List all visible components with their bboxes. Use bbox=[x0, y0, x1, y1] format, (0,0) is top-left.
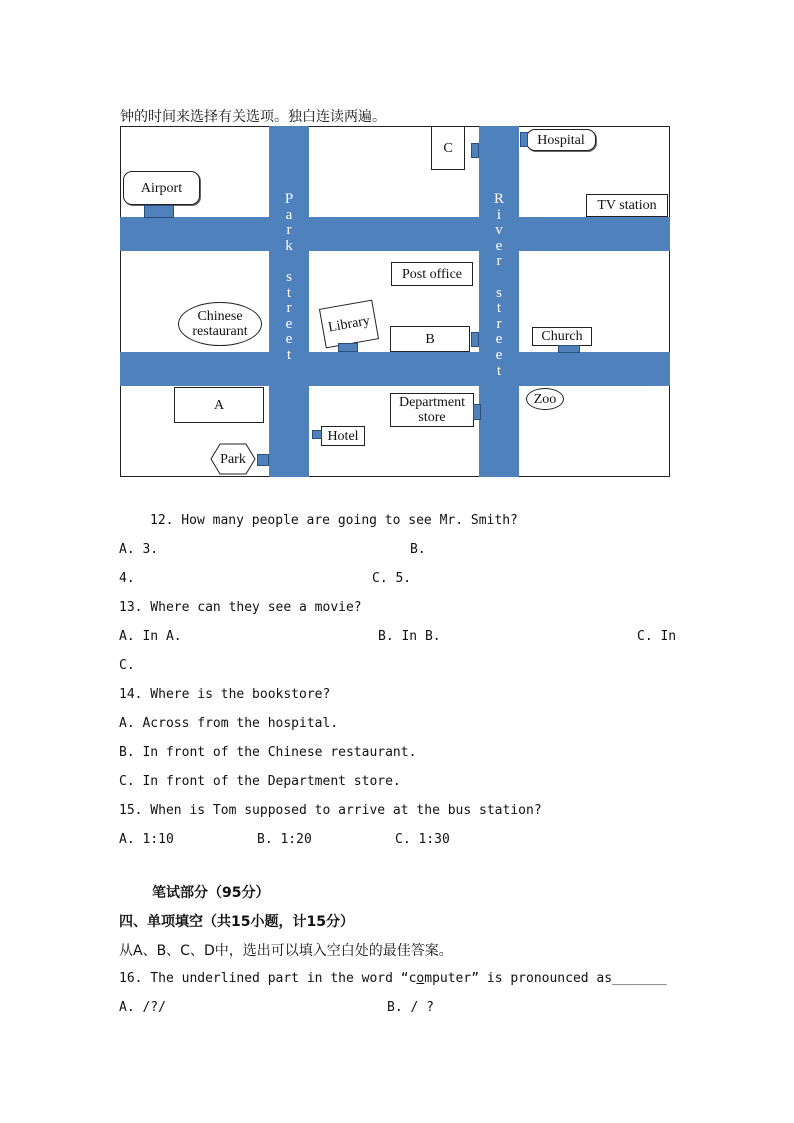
post-office-label: Post office bbox=[391, 262, 473, 286]
intro-text: 钟的时间来选择有关选项。独白连读两遍。 bbox=[120, 109, 386, 125]
street-letter bbox=[281, 254, 297, 270]
street-letter bbox=[491, 270, 507, 286]
department-store-line1: Department bbox=[398, 395, 466, 410]
department-store-door bbox=[473, 404, 481, 420]
q12-text: 12. How many people are going to see Mr. Smith? bbox=[150, 513, 518, 528]
q12-option-c: C. 5. bbox=[372, 571, 412, 586]
department-store-label bbox=[390, 393, 474, 427]
q14-option-a: A. Across from the hospital. bbox=[119, 716, 339, 731]
street-letter: P bbox=[284, 191, 294, 207]
street-letter: r bbox=[496, 315, 502, 332]
q16-pre: 16. The underlined part in the word “c bbox=[119, 971, 417, 986]
q12-option-b-cont: 4. bbox=[119, 571, 135, 586]
q16-text bbox=[119, 971, 667, 986]
place-b-door bbox=[471, 332, 479, 347]
q12-option-a: A. 3. bbox=[119, 542, 159, 557]
q14-option-c: C. In front of the Department store. bbox=[119, 774, 401, 789]
street-map bbox=[120, 126, 670, 477]
church-door bbox=[558, 345, 580, 353]
q16-underlined-letter: o bbox=[416, 971, 425, 986]
chinese-restaurant-label bbox=[178, 302, 262, 346]
hospital-label: Hospital bbox=[526, 129, 596, 151]
street-letter: t bbox=[286, 346, 292, 363]
place-c: C bbox=[431, 126, 465, 170]
street-letter: e bbox=[495, 346, 503, 363]
street-letter: e bbox=[285, 331, 293, 348]
q16-option-b: B. / ? bbox=[387, 1000, 434, 1015]
airport-door bbox=[144, 205, 174, 218]
street-letter: k bbox=[285, 237, 293, 254]
q13-option-a: A. In A. bbox=[119, 629, 182, 644]
street-letter: r bbox=[286, 300, 292, 317]
library-label: Library bbox=[319, 300, 379, 349]
street-letter: e bbox=[495, 331, 503, 348]
street-letter: s bbox=[286, 268, 292, 285]
q13-option-b: B. In B. bbox=[378, 629, 441, 644]
part4-title: 四、单项填空（共15小题，计15分） bbox=[119, 914, 354, 930]
park-door bbox=[257, 454, 269, 466]
park-label-shape bbox=[210, 443, 256, 475]
street-letter: r bbox=[286, 222, 292, 239]
park-label: Park bbox=[220, 451, 246, 467]
street-letter: t bbox=[496, 362, 502, 379]
street-letter: t bbox=[496, 300, 502, 317]
q14-text: 14. Where is the bookstore? bbox=[119, 687, 331, 702]
q13-option-c-cont: C. bbox=[119, 658, 135, 673]
q15-option-a: A. 1:10 bbox=[119, 832, 174, 847]
q15-option-c: C. 1:30 bbox=[395, 832, 450, 847]
chinese-restaurant-line1: Chinese bbox=[197, 309, 243, 324]
q15-option-b: B. 1:20 bbox=[257, 832, 312, 847]
street-letter: a bbox=[285, 206, 293, 223]
airport-label: Airport bbox=[123, 171, 200, 205]
upper-road bbox=[120, 217, 670, 251]
part4-instruction: 从A、B、C、D中，选出可以填入空白处的最佳答案。 bbox=[119, 943, 453, 959]
street-letter: r bbox=[496, 253, 502, 270]
q12-option-b: B. bbox=[410, 542, 426, 557]
hotel-label: Hotel bbox=[321, 426, 365, 446]
department-store-line2: store bbox=[418, 410, 446, 425]
street-letter: i bbox=[496, 206, 502, 223]
q13-option-c: C. In bbox=[637, 629, 677, 644]
street-letter: R bbox=[493, 191, 504, 207]
tv-station-label: TV station bbox=[586, 194, 668, 217]
river-street-label bbox=[491, 192, 507, 379]
lower-road bbox=[120, 352, 670, 386]
street-letter: e bbox=[495, 237, 503, 254]
street-letter: s bbox=[496, 284, 502, 301]
written-section-title: 笔试部分（95分） bbox=[152, 885, 270, 901]
chinese-restaurant-line2: restaurant bbox=[192, 324, 248, 339]
q16-post: mputer” is pronounced as_______ bbox=[424, 971, 667, 986]
street-letter: t bbox=[286, 284, 292, 301]
place-c-door bbox=[471, 143, 479, 158]
q15-text: 15. When is Tom supposed to arrive at the bus station? bbox=[119, 803, 542, 818]
hotel-door bbox=[312, 430, 322, 439]
q16-option-a: A. /?/ bbox=[119, 1000, 166, 1015]
library-door bbox=[338, 343, 358, 352]
church-label: Church bbox=[532, 327, 592, 346]
street-letter: e bbox=[285, 315, 293, 332]
hospital-door bbox=[520, 132, 528, 147]
street-letter: v bbox=[495, 222, 503, 239]
place-b: B bbox=[390, 326, 470, 352]
q14-option-b: B. In front of the Chinese restaurant. bbox=[119, 745, 417, 760]
park-street-label bbox=[281, 192, 297, 364]
place-a: A bbox=[174, 387, 264, 423]
q13-text: 13. Where can they see a movie? bbox=[119, 600, 362, 615]
zoo-label: Zoo bbox=[526, 388, 564, 410]
